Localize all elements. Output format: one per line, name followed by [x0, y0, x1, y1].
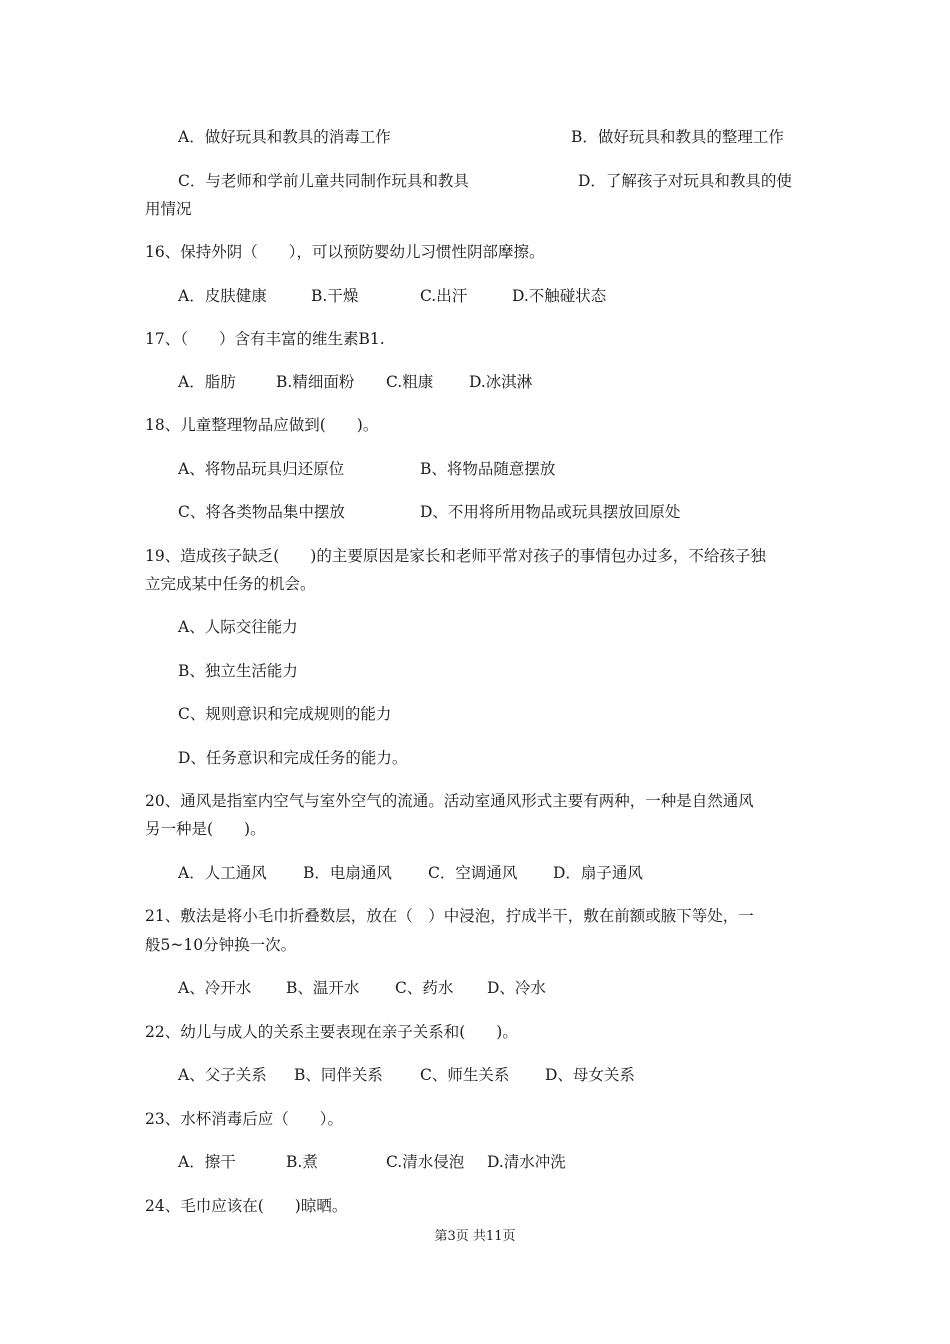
question-23: 23、水杯消毒后应（ ）。: [145, 1110, 343, 1128]
option-20d: D．扇子通风: [553, 864, 643, 882]
option-19a: A、人际交往能力: [178, 618, 298, 636]
option-18b: B、将物品随意摆放: [420, 460, 556, 478]
option-15b: B．做好玩具和教具的整理工作: [571, 128, 784, 146]
option-23b: B.煮: [286, 1153, 318, 1171]
option-23c: C.清水侵泡: [386, 1153, 465, 1171]
option-15d: D．了解孩子对玩具和教具的使: [578, 172, 792, 190]
option-16d: D.不触碰状态: [512, 287, 607, 305]
question-24: 24、毛巾应该在( )晾晒。: [145, 1197, 348, 1215]
option-20b: B．电扇通风: [303, 864, 392, 882]
option-18d: D、不用将所用物品或玩具摆放回原处: [420, 503, 681, 521]
option-15a: A．做好玩具和教具的消毒工作: [178, 128, 391, 146]
option-16a: A．皮肤健康: [178, 287, 267, 305]
option-22d: D、母女关系: [545, 1066, 635, 1084]
option-23d: D.清水冲洗: [487, 1153, 566, 1171]
option-17c: C.粗康: [386, 373, 434, 391]
page-footer: 第3页 共11页: [434, 1229, 516, 1244]
option-16b: B.干燥: [311, 287, 359, 305]
question-21-cont: 般5~10分钟换一次。: [145, 936, 297, 954]
question-22: 22、幼儿与成人的关系主要表现在亲子关系和( )。: [145, 1023, 518, 1041]
question-19-cont: 立完成某中任务的机会。: [145, 575, 316, 593]
option-19b: B、独立生活能力: [178, 662, 298, 680]
option-19d: D、任务意识和完成任务的能力。: [178, 749, 408, 767]
option-18c: C、将各类物品集中摆放: [178, 503, 345, 521]
option-20c: C．空调通风: [428, 864, 518, 882]
question-19: 19、造成孩子缺乏( )的主要原因是家长和老师平常对孩子的事情包办过多，不给孩子独: [145, 547, 766, 565]
option-18a: A、将物品玩具归还原位: [178, 460, 345, 478]
option-17d: D.冰淇淋: [469, 373, 533, 391]
option-21b: B、温开水: [286, 979, 360, 997]
option-16c: C.出汗: [420, 287, 468, 305]
option-22b: B、同伴关系: [294, 1066, 383, 1084]
option-15c: C．与老师和学前儿童共同制作玩具和教具: [178, 172, 469, 190]
option-21c: C、药水: [395, 979, 454, 997]
option-17a: A．脂肪: [178, 373, 236, 391]
option-23a: A．擦干: [178, 1153, 236, 1171]
option-22c: C、师生关系: [420, 1066, 510, 1084]
question-21: 21、敷法是将小毛巾折叠数层，放在（ ）中浸泡，拧成半干，敷在前额或腋下等处，一: [145, 907, 754, 925]
option-15d-cont: 用情况: [145, 200, 192, 218]
option-21d: D、冷水: [487, 979, 546, 997]
question-16: 16、保持外阴（ ），可以预防婴幼儿习惯性阴部摩擦。: [145, 243, 545, 261]
option-17b: B.精细面粉: [276, 373, 355, 391]
option-20a: A．人工通风: [178, 864, 267, 882]
question-20-cont: 另一种是( )。: [145, 820, 266, 838]
option-22a: A、父子关系: [178, 1066, 267, 1084]
question-20: 20、通风是指室内空气与室外空气的流通。活动室通风形式主要有两种，一种是自然通风: [145, 792, 754, 810]
question-18: 18、儿童整理物品应做到( )。: [145, 416, 379, 434]
option-21a: A、冷开水: [178, 979, 252, 997]
option-19c: C、规则意识和完成规则的能力: [178, 705, 392, 723]
question-17: 17、（ ）含有丰富的维生素B1.: [145, 330, 385, 348]
